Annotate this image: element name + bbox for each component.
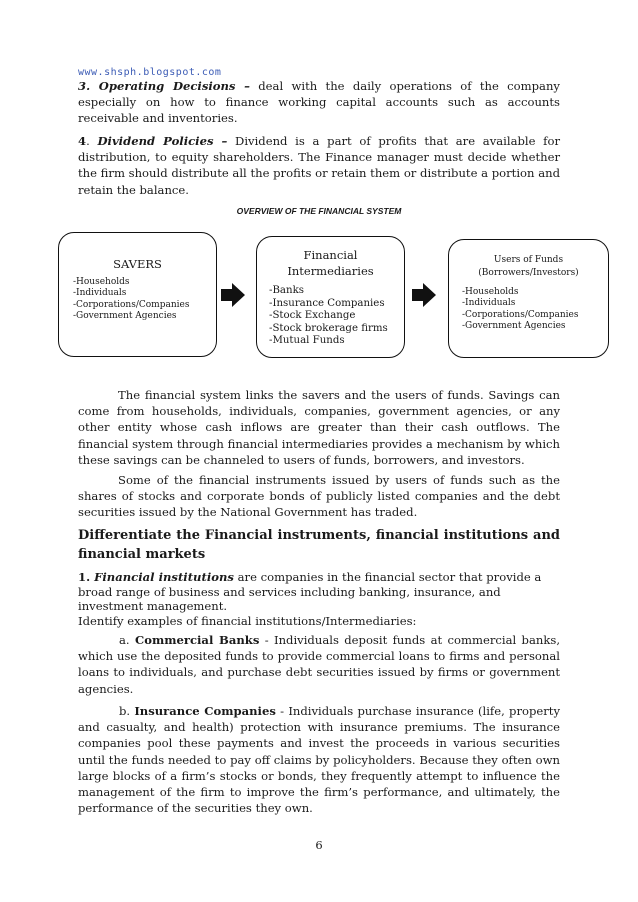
paragraph-text: - Individuals deposit funds at commercial banks, which use the deposited funds to provide commercial loans to firms and personal loans to individuals, and purchase debt securities issued by firms or government agencies.: [78, 633, 561, 696]
savers-list: [73, 277, 216, 323]
list-item: -Individuals: [73, 288, 127, 299]
paragraph-financial-system: The financial system links the savers and the users of funds. Savings can come from households, individuals, companies, government agencies, or any other entity whose cash inflows are greater than their cash outflows. The financial system through financial intermediaries provides a mechanism by which these savings can be channeled to users of funds, borrowers, and investors.: [78, 388, 560, 467]
paragraph-dividend-policies: [78, 133, 560, 198]
intermediaries-box: [256, 236, 405, 358]
savers-title: SAVERS: [113, 257, 162, 271]
arrow-right-icon: [411, 282, 437, 308]
list-item: -Mutual Funds: [269, 335, 345, 347]
users-of-funds-box: [448, 239, 609, 358]
intermediaries-list: [269, 285, 404, 348]
term-dividend-policies: Dividend Policies –: [97, 134, 228, 148]
list-item: -Individuals: [462, 298, 516, 309]
term-insurance-companies: Insurance Companies: [134, 704, 276, 718]
term-financial-institutions: Financial institutions: [94, 570, 234, 584]
term-operating-decisions: Operating Decisions –: [98, 79, 250, 93]
list-item: -Banks: [269, 285, 304, 296]
paragraph-text: Dividend is a part of profits that are available for distribution, to equity shareholders. The Finance manager must decide whether the firm should distribute all the profits or retain them or distribute a portion and retain the balance.: [78, 134, 560, 197]
list-item: -Corporations/Companies: [73, 299, 190, 310]
list-item: -Insurance Companies: [269, 297, 385, 309]
paragraph-text: - Individuals purchase insurance (life, property and casualty, and health) protection with insurance premiums. The insurance companies pool these payments and invest the proceeds in various securities until the funds needed to pay off claims by policyholders. Because they often own large blocks of a firm’s stocks or bonds, they frequently attempt to influence the management of the firm to improve the firm’s performance, and ultimately, the performance of the securities they own.: [78, 704, 560, 816]
list-item: -Stock Exchange: [269, 310, 356, 322]
paragraph-operating-decisions: [78, 78, 560, 127]
fi-line-1: [78, 570, 560, 585]
term-commercial-banks: Commercial Banks: [134, 633, 260, 647]
savers-box: [58, 232, 217, 357]
users-title: [449, 254, 608, 280]
intermediaries-title-line2: Intermediaries: [287, 264, 374, 278]
section-heading: Differentiate the Financial instruments, financial institutions and financial markets: [78, 528, 560, 562]
fi-line-3: investment management.: [78, 599, 228, 614]
list-item: -Government Agencies: [462, 321, 566, 332]
paragraph-financial-instruments: Some of the financial instruments issued by users of funds such as the shares of stocks and corporate bonds of publicly listed companies and the debt securities issued by the National Government has traded.: [78, 473, 560, 520]
paragraph-text: deal with the daily operations of the company especially on how to finance working capital accounts such as accounts receivable and inventories.: [78, 79, 560, 126]
list-item: -Stock brokerage firms: [269, 322, 388, 334]
item-letter: a.: [119, 633, 130, 647]
item-number: 1.: [78, 570, 91, 584]
list-item: -Households: [462, 287, 519, 297]
intermediaries-title-line1: Financial: [303, 248, 358, 262]
watermark-url[interactable]: www.shsph.blogspot.com: [78, 67, 222, 78]
paragraph-commercial-banks: [78, 632, 560, 697]
fi-line-2: broad range of business and services including banking, insurance, and: [78, 584, 501, 599]
users-title-line1: Users of Funds: [493, 255, 564, 265]
item-letter: b.: [119, 704, 131, 718]
users-title-line2: (Borrowers/Investors): [478, 268, 579, 278]
intermediaries-title: [257, 247, 404, 279]
fi-line-4: Identify examples of financial institutions/Intermediaries:: [78, 613, 417, 628]
list-item: -Corporations/Companies: [462, 309, 579, 320]
paragraph-financial-institutions: [78, 570, 560, 628]
list-item: -Households: [73, 277, 130, 287]
page-number: 6: [315, 838, 323, 852]
item-number: 4: [78, 134, 87, 148]
paragraph-insurance-companies: [78, 703, 560, 816]
arrow-right-icon: [220, 282, 246, 308]
users-list: [462, 287, 608, 333]
separator: .: [86, 134, 98, 148]
item-number: 3.: [78, 79, 91, 93]
fi-text: are companies in the financial sector that provide a: [233, 570, 542, 584]
list-item: -Government Agencies: [73, 311, 177, 322]
overview-title: OVERVIEW OF THE FINANCIAL SYSTEM: [236, 206, 402, 216]
